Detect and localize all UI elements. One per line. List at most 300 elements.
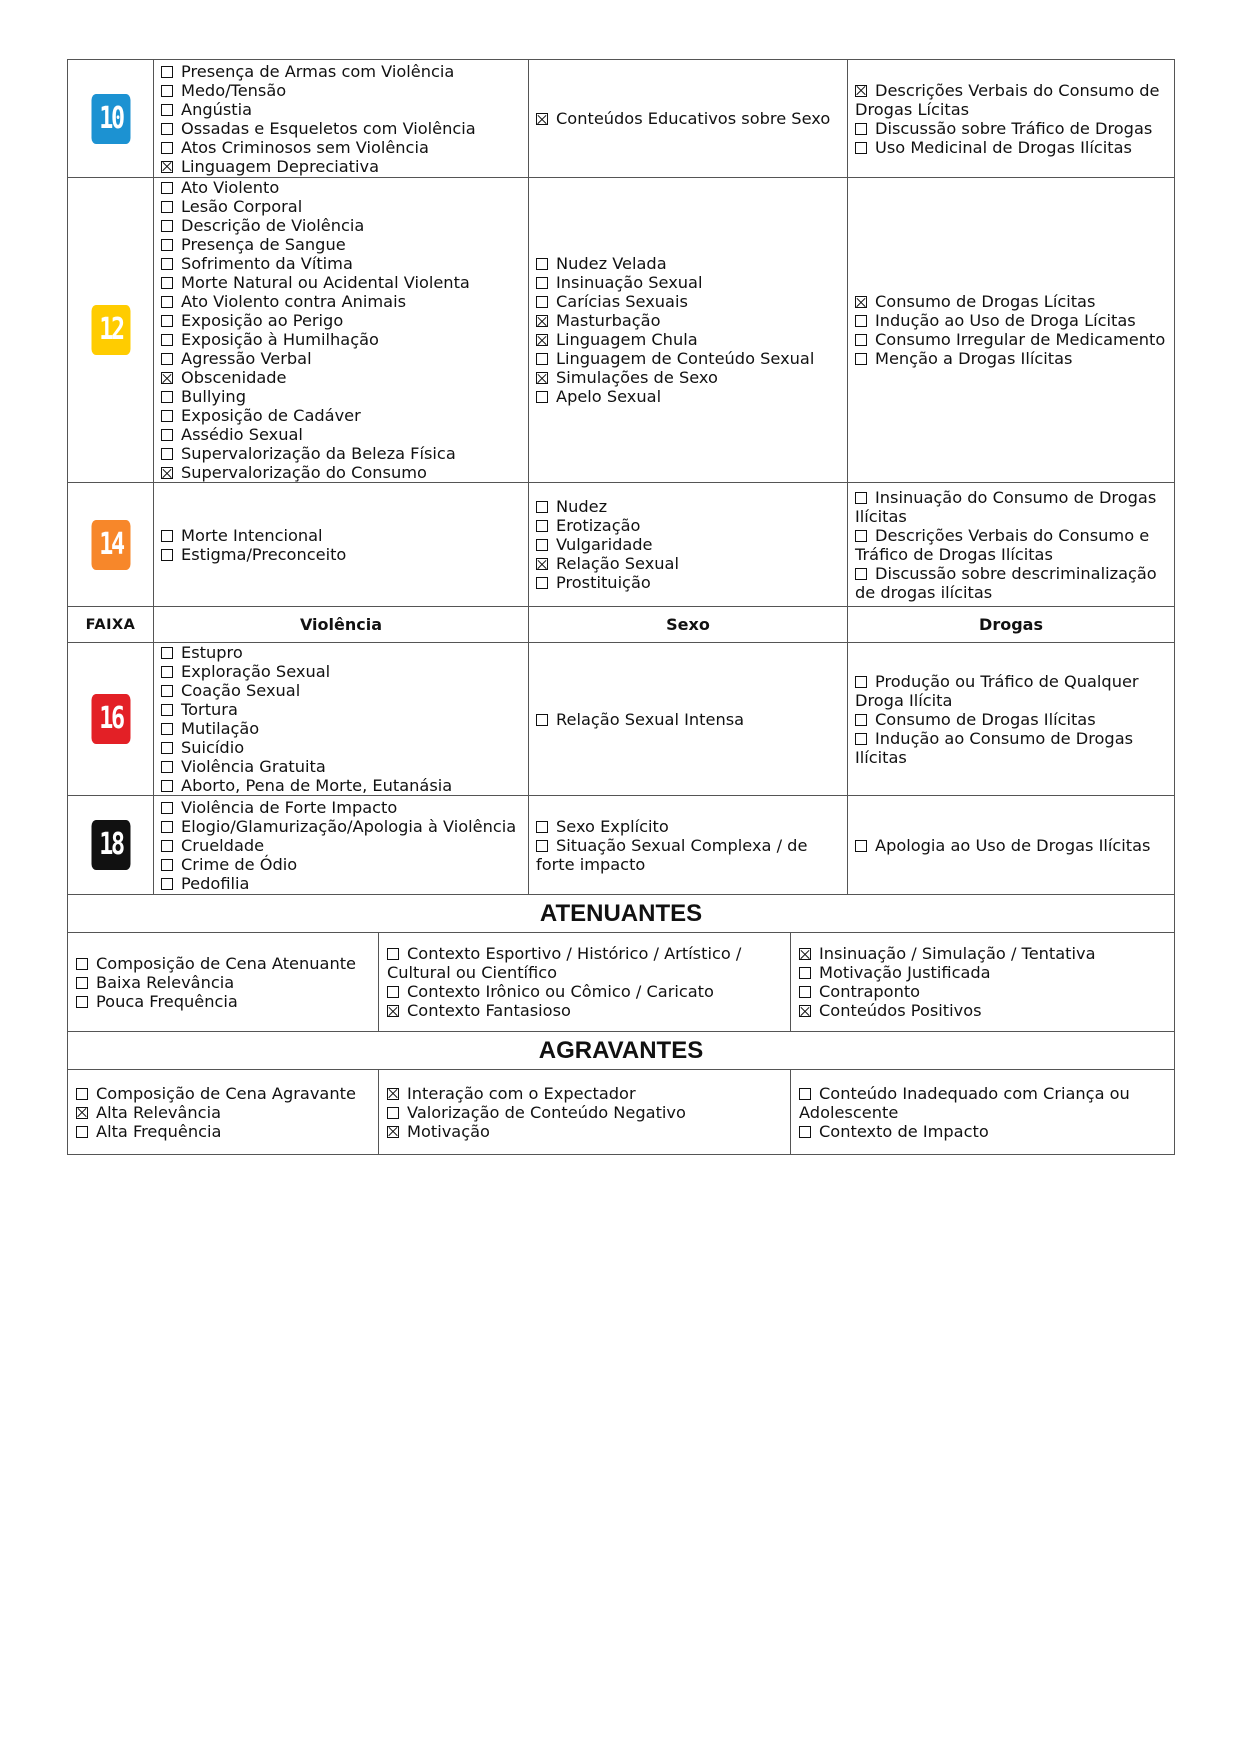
violencia-criteria-cell: [154, 178, 529, 483]
checkbox-item: [387, 1084, 782, 1103]
checkbox-label: Conteúdos Positivos: [819, 1001, 982, 1020]
checkbox-label: Exposição à Humilhação: [181, 330, 379, 349]
rating-badge-cell: [68, 178, 154, 483]
checkbox-label: Coação Sexual: [181, 681, 301, 700]
checkbox-item: [536, 387, 840, 406]
unchecked-box-icon[interactable]: [161, 549, 173, 561]
checkbox-item: [536, 516, 840, 535]
unchecked-box-icon[interactable]: [161, 66, 173, 78]
checkbox-item: [536, 836, 840, 874]
unchecked-box-icon[interactable]: [855, 530, 867, 542]
checkbox-item: [536, 330, 840, 349]
checkbox-label: Pouca Frequência: [96, 991, 238, 1011]
unchecked-box-icon[interactable]: [536, 353, 548, 365]
column-header-faixa: FAIXA: [68, 607, 154, 643]
checkbox-item: [536, 368, 840, 387]
sexo-criteria-cell: [529, 483, 848, 607]
checkbox-item: [536, 311, 840, 330]
unchecked-box-icon[interactable]: [799, 967, 811, 979]
unchecked-box-icon[interactable]: [536, 714, 548, 726]
unchecked-box-icon[interactable]: [855, 492, 867, 504]
checkbox-item: [161, 681, 521, 700]
unchecked-box-icon[interactable]: [855, 714, 867, 726]
checkbox-label: Carícias Sexuais: [556, 292, 688, 311]
unchecked-box-icon[interactable]: [387, 948, 399, 960]
checkbox-label: Violência Gratuita: [181, 757, 326, 776]
unchecked-box-icon[interactable]: [161, 201, 173, 213]
checkbox-label: Insinuação do Consumo de Drogas Ilícitas: [855, 487, 1157, 526]
unchecked-box-icon[interactable]: [161, 878, 173, 890]
checkbox-label: Linguagem Depreciativa: [181, 156, 379, 176]
checkbox-label: Conteúdo Inadequado com Criança ou Adolescente: [799, 1083, 1130, 1122]
checkbox-item: [855, 330, 1167, 349]
unchecked-box-icon[interactable]: [855, 676, 867, 688]
age-rating-badge-icon: 12: [91, 305, 130, 355]
checkbox-item: [536, 535, 840, 554]
checkbox-item: [161, 330, 521, 349]
section-criteria-cell: [791, 933, 1175, 1032]
checkbox-label: Nudez: [556, 497, 608, 516]
checkbox-item: [161, 463, 521, 482]
checkbox-item: [161, 254, 521, 273]
sexo-criteria-cell: [529, 796, 848, 895]
checkbox-label: Indução ao Consumo de Drogas Ilícitas: [855, 728, 1134, 767]
rating-badge-cell: [68, 483, 154, 607]
checkbox-item: [161, 798, 521, 817]
unchecked-box-icon[interactable]: [161, 410, 173, 422]
unchecked-box-icon[interactable]: [536, 391, 548, 403]
unchecked-box-icon[interactable]: [161, 448, 173, 460]
checkbox-label: Conteúdos Educativos sobre Sexo: [556, 109, 831, 128]
checkbox-label: Pedofilia: [181, 873, 250, 893]
checkbox-label: Interação com o Expectador: [407, 1083, 636, 1103]
checkbox-label: Descrição de Violência: [181, 216, 365, 235]
checkbox-label: Masturbação: [556, 311, 661, 330]
checkbox-item: [161, 662, 521, 681]
checkbox-item: [161, 178, 521, 197]
checkbox-label: Consumo de Drogas Ilícitas: [875, 709, 1096, 729]
checkbox-label: Angústia: [181, 99, 253, 119]
checkbox-label: Ato Violento contra Animais: [181, 292, 406, 311]
checkbox-label: Morte Natural ou Acidental Violenta: [181, 273, 470, 292]
unchecked-box-icon[interactable]: [855, 142, 867, 154]
checkbox-label: Alta Relevância: [96, 1102, 221, 1122]
unchecked-box-icon[interactable]: [799, 1088, 811, 1100]
checkbox-label: Ato Violento: [181, 178, 280, 197]
rating-criteria-table: [67, 59, 1175, 895]
unchecked-box-icon[interactable]: [161, 761, 173, 773]
checkbox-item: [536, 817, 840, 836]
checkbox-item: [387, 944, 782, 982]
unchecked-box-icon[interactable]: [161, 530, 173, 542]
checkbox-item: [855, 349, 1167, 368]
checkbox-item: [161, 235, 521, 254]
checkbox-item: [855, 292, 1167, 311]
checkbox-item: [161, 545, 521, 564]
section-row: [68, 1070, 1175, 1155]
checkbox-label: Discussão sobre Tráfico de Drogas: [875, 118, 1153, 138]
checkbox-label: Estupro: [181, 643, 243, 662]
unchecked-box-icon[interactable]: [161, 142, 173, 154]
unchecked-box-icon[interactable]: [76, 958, 88, 970]
checkbox-item: [799, 1084, 1166, 1122]
checkbox-label: Descrições Verbais do Consumo de Drogas Lícitas: [855, 80, 1160, 119]
section-criteria-cell: [791, 1070, 1175, 1155]
unchecked-box-icon[interactable]: [161, 742, 173, 754]
checkbox-item: [76, 1103, 370, 1122]
checked-box-icon[interactable]: [799, 1005, 811, 1017]
unchecked-box-icon[interactable]: [536, 258, 548, 270]
age-rating-badge-icon: 18: [91, 820, 130, 870]
checkbox-item: [855, 729, 1167, 767]
section-title-atenuantes: ATENUANTES: [68, 895, 1175, 933]
checkbox-item: [76, 973, 370, 992]
unchecked-box-icon[interactable]: [161, 258, 173, 270]
unchecked-box-icon[interactable]: [161, 821, 173, 833]
checked-box-icon[interactable]: [799, 948, 811, 960]
checkbox-label: Lesão Corporal: [181, 197, 303, 216]
checkbox-label: Estigma/Preconceito: [181, 544, 347, 564]
unchecked-box-icon[interactable]: [161, 391, 173, 403]
checkbox-item: [799, 944, 1166, 963]
checkbox-label: Medo/Tensão: [181, 80, 287, 100]
checkbox-item: [161, 719, 521, 738]
checkbox-label: Insinuação / Simulação / Tentativa: [819, 944, 1096, 963]
checkbox-item: [161, 700, 521, 719]
rating-row-14: [68, 483, 1175, 607]
checkbox-item: [161, 273, 521, 292]
checkbox-label: Tortura: [181, 700, 238, 719]
checkbox-item: [161, 526, 521, 545]
unchecked-box-icon[interactable]: [161, 123, 173, 135]
checkbox-item: [161, 216, 521, 235]
checkbox-item: [161, 138, 521, 157]
checked-box-icon[interactable]: [855, 296, 867, 308]
unchecked-box-icon[interactable]: [855, 733, 867, 745]
checkbox-label: Atos Criminosos sem Violência: [181, 137, 429, 157]
unchecked-box-icon[interactable]: [76, 977, 88, 989]
age-rating-badge-icon: 16: [91, 694, 130, 744]
checkbox-item: [799, 1122, 1166, 1141]
checked-box-icon[interactable]: [536, 113, 548, 125]
unchecked-box-icon[interactable]: [387, 986, 399, 998]
checkbox-item: [161, 157, 521, 176]
unchecked-box-icon[interactable]: [161, 704, 173, 716]
checkbox-item: [536, 254, 840, 273]
checkbox-item: [536, 273, 840, 292]
unchecked-box-icon[interactable]: [536, 577, 548, 589]
drogas-criteria-cell: [848, 643, 1175, 796]
checkbox-item: [161, 387, 521, 406]
checked-box-icon[interactable]: [387, 1126, 399, 1138]
checkbox-item: [161, 406, 521, 425]
unchecked-box-icon[interactable]: [387, 1107, 399, 1119]
unchecked-box-icon[interactable]: [161, 104, 173, 116]
rating-row-10: [68, 60, 1175, 178]
checkbox-item: [387, 982, 782, 1001]
checkbox-label: Insinuação Sexual: [556, 273, 703, 292]
checkbox-label: Nudez Velada: [556, 254, 667, 273]
section-title-agravantes: AGRAVANTES: [68, 1032, 1175, 1070]
checkbox-label: Composição de Cena Agravante: [96, 1083, 356, 1103]
checkbox-label: Exposição de Cadáver: [181, 406, 361, 425]
checkbox-label: Alta Frequência: [96, 1121, 222, 1141]
checkbox-item: [76, 1122, 370, 1141]
unchecked-box-icon[interactable]: [161, 859, 173, 871]
unchecked-box-icon[interactable]: [536, 520, 548, 532]
checkbox-label: Apelo Sexual: [556, 387, 662, 406]
unchecked-box-icon[interactable]: [855, 123, 867, 135]
rating-badge-cell: [68, 796, 154, 895]
checkbox-label: Linguagem de Conteúdo Sexual: [556, 349, 815, 368]
checkbox-label: Elogio/Glamurização/Apologia à Violência: [181, 816, 517, 836]
checkbox-item: [161, 311, 521, 330]
checked-box-icon[interactable]: [536, 315, 548, 327]
column-header-violencia: Violência: [154, 607, 529, 643]
unchecked-box-icon[interactable]: [799, 986, 811, 998]
checkbox-item: [161, 119, 521, 138]
unchecked-box-icon[interactable]: [76, 1088, 88, 1100]
checkbox-label: Obscenidade: [181, 368, 287, 387]
checked-box-icon[interactable]: [161, 372, 173, 384]
unchecked-box-icon[interactable]: [161, 685, 173, 697]
checkbox-label: Mutilação: [181, 719, 260, 738]
checkbox-item: [76, 1084, 370, 1103]
unchecked-box-icon[interactable]: [536, 539, 548, 551]
rating-row-12: [68, 178, 1175, 483]
drogas-criteria-cell: [848, 178, 1175, 483]
checkbox-label: Agressão Verbal: [181, 349, 312, 368]
unchecked-box-icon[interactable]: [161, 334, 173, 346]
drogas-criteria-cell: [848, 483, 1175, 607]
checked-box-icon[interactable]: [161, 161, 173, 173]
unchecked-box-icon[interactable]: [855, 568, 867, 580]
checkbox-item: [76, 992, 370, 1011]
violencia-criteria-cell: [154, 60, 529, 178]
checkbox-item: [855, 672, 1167, 710]
checkbox-label: Presença de Armas com Violência: [181, 61, 455, 81]
checkbox-item: [855, 564, 1167, 602]
checkbox-item: [855, 526, 1167, 564]
unchecked-box-icon[interactable]: [161, 353, 173, 365]
unchecked-box-icon[interactable]: [161, 802, 173, 814]
rating-badge-cell: [68, 60, 154, 178]
checkbox-label: Erotização: [556, 516, 641, 535]
unchecked-box-icon[interactable]: [161, 666, 173, 678]
sexo-criteria-cell: [529, 643, 848, 796]
checkbox-label: Contexto de Impacto: [819, 1121, 989, 1141]
column-header-sexo: Sexo: [529, 607, 848, 643]
checkbox-item: [161, 349, 521, 368]
unchecked-box-icon[interactable]: [161, 220, 173, 232]
violencia-criteria-cell: [154, 796, 529, 895]
rating-row-18: [68, 796, 1175, 895]
checkbox-label: Exposição ao Perigo: [181, 311, 344, 330]
checkbox-label: Violência de Forte Impacto: [181, 797, 398, 817]
unchecked-box-icon[interactable]: [161, 277, 173, 289]
checkbox-label: Presença de Sangue: [181, 235, 346, 254]
unchecked-box-icon[interactable]: [536, 296, 548, 308]
checkbox-item: [536, 109, 840, 128]
checkbox-label: Discussão sobre descriminalização de drogas ilícitas: [855, 563, 1157, 602]
checked-box-icon[interactable]: [76, 1107, 88, 1119]
checkbox-item: [855, 488, 1167, 526]
checkbox-item: [855, 81, 1167, 119]
checkbox-item: [387, 1122, 782, 1141]
checkbox-label: Composição de Cena Atenuante: [96, 953, 357, 973]
checkbox-label: Motivação: [407, 1121, 490, 1141]
checkbox-label: Linguagem Chula: [556, 330, 698, 349]
rating-badge-cell: [68, 643, 154, 796]
checkbox-label: Suicídio: [181, 738, 245, 757]
checkbox-item: [161, 197, 521, 216]
rating-row-16: [68, 643, 1175, 796]
checkbox-label: Contexto Irônico ou Cômico / Caricato: [407, 982, 714, 1001]
unchecked-box-icon[interactable]: [76, 1126, 88, 1138]
checkbox-label: Uso Medicinal de Drogas Ilícitas: [875, 137, 1132, 157]
checkbox-item: [855, 836, 1167, 855]
checkbox-label: Produção ou Tráfico de Qualquer Droga Ilícita: [855, 671, 1139, 710]
checked-box-icon[interactable]: [536, 372, 548, 384]
checked-box-icon[interactable]: [536, 558, 548, 570]
checkbox-label: Valorização de Conteúdo Negativo: [407, 1102, 686, 1122]
unchecked-box-icon[interactable]: [161, 315, 173, 327]
checkbox-item: [387, 1001, 782, 1020]
modifiers-table: [67, 894, 1175, 1155]
checkbox-item: [536, 292, 840, 311]
checkbox-item: [161, 757, 521, 776]
checkbox-label: Crime de Ódio: [181, 854, 298, 874]
unchecked-box-icon[interactable]: [161, 239, 173, 251]
unchecked-box-icon[interactable]: [536, 501, 548, 513]
checkbox-item: [161, 874, 521, 893]
checkbox-item: [799, 982, 1166, 1001]
checkbox-item: [855, 710, 1167, 729]
unchecked-box-icon[interactable]: [161, 85, 173, 97]
checkbox-label: Supervalorização do Consumo: [181, 463, 427, 482]
checkbox-label: Descrições Verbais do Consumo e Tráfico de Drogas Ilícitas: [855, 525, 1150, 564]
unchecked-box-icon[interactable]: [161, 780, 173, 792]
checked-box-icon[interactable]: [161, 467, 173, 479]
unchecked-box-icon[interactable]: [855, 315, 867, 327]
unchecked-box-icon[interactable]: [536, 821, 548, 833]
unchecked-box-icon[interactable]: [161, 429, 173, 441]
checkbox-label: Aborto, Pena de Morte, Eutanásia: [181, 776, 453, 795]
checkbox-item: [855, 119, 1167, 138]
checkbox-item: [161, 444, 521, 463]
checkbox-label: Assédio Sexual: [181, 425, 303, 444]
unchecked-box-icon[interactable]: [161, 647, 173, 659]
checkbox-label: Situação Sexual Complexa / de forte impacto: [536, 835, 808, 874]
checkbox-label: Bullying: [181, 387, 246, 406]
checkbox-label: Sexo Explícito: [556, 816, 669, 836]
checkbox-label: Indução ao Uso de Droga Lícitas: [875, 311, 1136, 330]
section-criteria-cell: [68, 933, 379, 1032]
checkbox-item: [161, 817, 521, 836]
unchecked-box-icon[interactable]: [161, 182, 173, 194]
checked-box-icon[interactable]: [387, 1088, 399, 1100]
section-criteria-cell: [379, 933, 791, 1032]
unchecked-box-icon[interactable]: [161, 296, 173, 308]
checkbox-label: Relação Sexual Intensa: [556, 709, 745, 729]
age-rating-badge-icon: 10: [91, 94, 130, 144]
checkbox-item: [161, 368, 521, 387]
violencia-criteria-cell: [154, 643, 529, 796]
checkbox-item: [536, 349, 840, 368]
checkbox-item: [161, 62, 521, 81]
checkbox-item: [161, 855, 521, 874]
unchecked-box-icon[interactable]: [855, 353, 867, 365]
column-header-drogas: Drogas: [848, 607, 1175, 643]
checkbox-item: [161, 643, 521, 662]
checkbox-item: [799, 963, 1166, 982]
unchecked-box-icon[interactable]: [536, 277, 548, 289]
checkbox-item: [387, 1103, 782, 1122]
unchecked-box-icon[interactable]: [855, 840, 867, 852]
checkbox-item: [799, 1001, 1166, 1020]
checkbox-item: [161, 81, 521, 100]
checkbox-item: [536, 573, 840, 592]
checkbox-label: Supervalorização da Beleza Física: [181, 444, 456, 463]
unchecked-box-icon[interactable]: [161, 723, 173, 735]
checked-box-icon[interactable]: [855, 85, 867, 97]
checkbox-label: Exploração Sexual: [181, 662, 331, 681]
section-row: [68, 933, 1175, 1032]
checkbox-label: Sofrimento da Vítima: [181, 254, 353, 273]
drogas-criteria-cell: [848, 796, 1175, 895]
checkbox-item: [161, 100, 521, 119]
checkbox-label: Simulações de Sexo: [556, 368, 718, 387]
checkbox-label: Motivação Justificada: [819, 963, 991, 982]
unchecked-box-icon[interactable]: [799, 1126, 811, 1138]
age-rating-badge-icon: 14: [91, 520, 130, 570]
checkbox-label: Consumo Irregular de Medicamento: [875, 330, 1166, 349]
checkbox-item: [536, 497, 840, 516]
checkbox-label: Contraponto: [819, 982, 921, 1001]
checkbox-label: Crueldade: [181, 835, 265, 855]
checkbox-item: [161, 425, 521, 444]
checkbox-item: [536, 554, 840, 573]
drogas-criteria-cell: [848, 60, 1175, 178]
checkbox-label: Relação Sexual: [556, 554, 679, 573]
checkbox-item: [161, 776, 521, 795]
checkbox-label: Contexto Esportivo / Histórico / Artístico / Cultural ou Científico: [387, 944, 742, 982]
unchecked-box-icon[interactable]: [536, 840, 548, 852]
checkbox-item: [161, 738, 521, 757]
checkbox-item: [855, 138, 1167, 157]
unchecked-box-icon[interactable]: [855, 334, 867, 346]
checked-box-icon[interactable]: [536, 334, 548, 346]
checkbox-item: [536, 710, 840, 729]
violencia-criteria-cell: [154, 483, 529, 607]
checkbox-label: Baixa Relevância: [96, 972, 235, 992]
checkbox-label: Vulgaridade: [556, 535, 653, 554]
unchecked-box-icon[interactable]: [161, 840, 173, 852]
checkbox-item: [76, 954, 370, 973]
checked-box-icon[interactable]: [387, 1005, 399, 1017]
checkbox-label: Menção a Drogas Ilícitas: [875, 349, 1073, 368]
checkbox-label: Prostituição: [556, 573, 651, 592]
checkbox-item: [161, 292, 521, 311]
section-criteria-cell: [379, 1070, 791, 1155]
section-criteria-cell: [68, 1070, 379, 1155]
column-header-row: [68, 607, 1175, 643]
checkbox-label: Contexto Fantasioso: [407, 1001, 571, 1020]
sexo-criteria-cell: [529, 178, 848, 483]
checkbox-label: Consumo de Drogas Lícitas: [875, 292, 1096, 311]
unchecked-box-icon[interactable]: [76, 996, 88, 1008]
checkbox-item: [855, 311, 1167, 330]
